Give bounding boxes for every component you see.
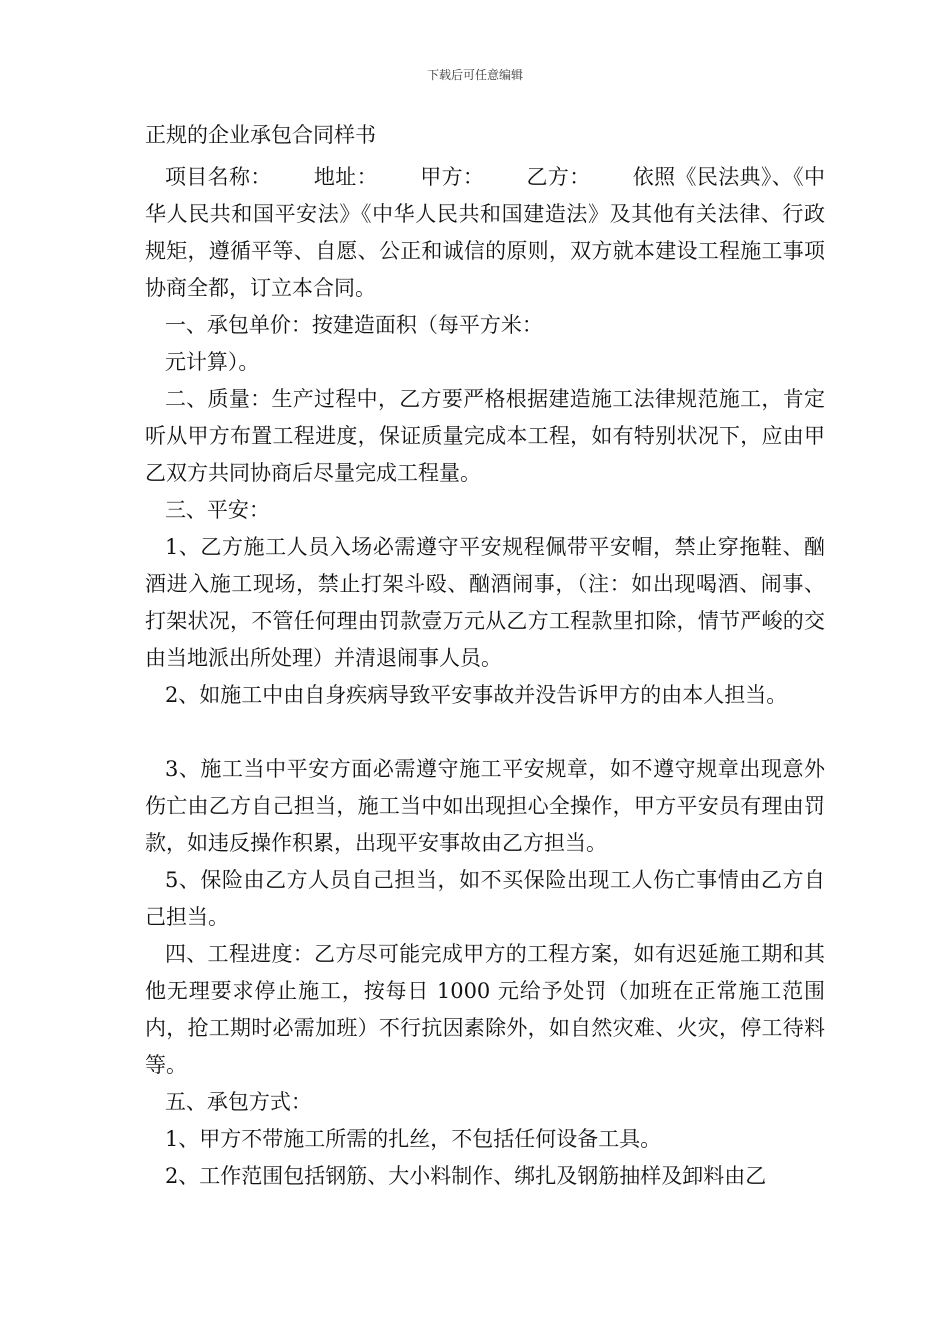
document-title: 正规的企业承包合同样书 [145, 123, 376, 147]
quality-clause: 二、质量：生产过程中，乙方要严格根据建造施工法律规范施工，肯定听从甲方布置工程进度，保证质量完成本工程，如有特别状况下，应由甲乙双方共同协商后尽量完成工程量。 [145, 387, 825, 485]
unit-price-continuation: 元计算）。 [164, 350, 260, 374]
schedule-clause: 四、工程进度：乙方尽可能完成甲方的工程方案，如有迟延施工期和其他无理要求停止施工，按每日 1000 元给予处罚（加班在正常施工范围内，抢工期时必需加班）不行抗因素除外，如自然灾难、火灾，停工待料等。 [145, 942, 825, 1077]
safety-item-2: 2、如施工中由自身疾病导致平安事故并没告诉甲方的由本人担当。 [164, 683, 788, 707]
contract-mode-heading: 五、承包方式： [164, 1090, 312, 1114]
contract-mode-item-2: 2、工作范围包括钢筋、大小料制作、绑扎及钢筋抽样及卸料由乙 [164, 1164, 767, 1188]
safety-item-3: 3、施工当中平安方面必需遵守施工平安规章，如不遵守规章出现意外伤亡由乙方自己担当，施工当中如出现担心全操作，甲方平安员有理由罚款，如违反操作积累，出现平安事故由乙方担当。 [145, 757, 825, 855]
unit-price-clause: 一、承包单价：按建造面积（每平方米： [164, 313, 543, 337]
paragraph-spacer [145, 714, 825, 751]
header-note: 下载后可任意编辑 [426, 68, 523, 82]
intro-paragraph: 项目名称： 地址： 甲方： 乙方： 依照《民法典》、《中华人民共和国平安法》《中华人民共和国建造法》及其他有关法律、行政规矩，遵循平等、自愿、公正和诚信的原则，双方就本建设工程施工事项协商全都，订立本合同。 [145, 165, 825, 300]
safety-item-1: 1、乙方施工人员入场必需遵守平安规程佩带平安帽，禁止穿拖鞋、酗酒进入施工现场，禁止打架斗殴、酗酒闹事，（注：如出现喝酒、闹事、打架状况，不管任何理由罚款壹万元从乙方工程款里扣除，情节严峻的交由当地派出所处理）并清退闹事人员。 [145, 535, 825, 670]
contract-mode-item-1: 1、甲方不带施工所需的扎丝，不包括任何设备工具。 [164, 1127, 662, 1151]
contract-body [145, 159, 825, 1195]
safety-heading: 三、平安： [164, 498, 270, 522]
safety-item-5: 5、保险由乙方人员自己担当，如不买保险出现工人伤亡事情由乙方自己担当。 [145, 868, 825, 929]
